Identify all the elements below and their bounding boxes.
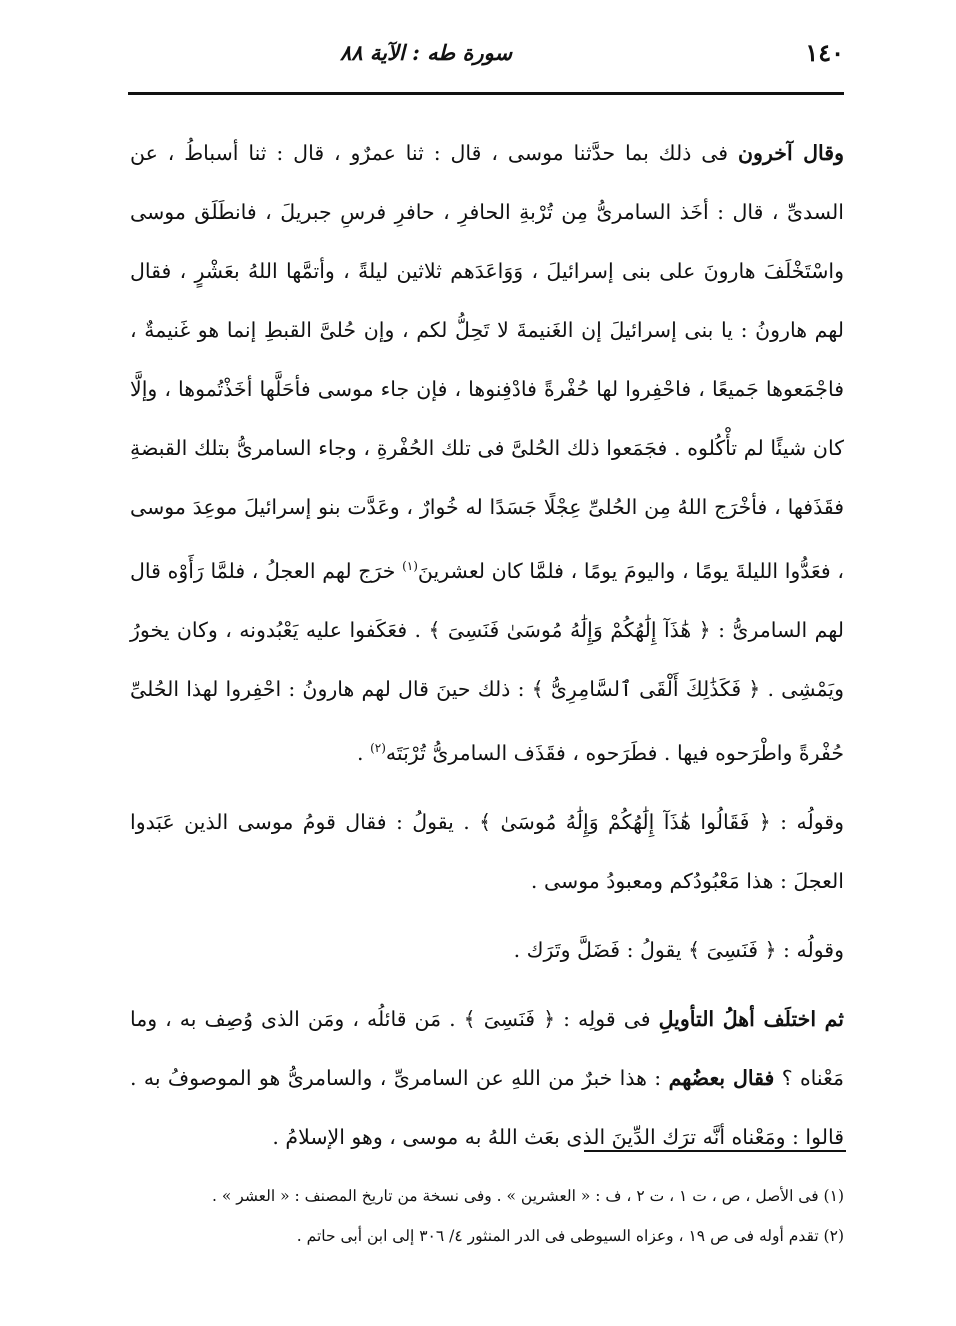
paragraph-1-lead: وقال آخرون bbox=[738, 141, 844, 165]
page-number: ١٤٠ bbox=[805, 38, 844, 67]
paragraph-4-lead-2: فقال بعضُهم bbox=[668, 1065, 775, 1090]
paragraph-1-text-2: خرَج لهم العجلُ ، فلمَّا رَأَوْه قال لهم السامرىُّ : ﴿ هَٰذَآ إِلَٰهُكُمْ وَإِلَٰهُ مُوسَىٰ فَنَسِىَ ﴾ . فعَكَفوا عليه يَعْبُدونه ، وكان يخورُ ويَمْشِى . ﴿ فَكَذَٰلِكَ أَلْقَى ٱلسَّامِرِىُّ ﴾ : ذلك حينَ قال لهم هارونُ : احْفِروا لهذا الحُلىِّ حُفْرةً واطْرَحوه فيها . فطَرَحوه ، فقَذَف السامرىُّ تُرْبَتَه bbox=[130, 558, 844, 765]
paragraph-1 bbox=[130, 124, 844, 783]
footnote-2: (٢) تقدم أوله فى ص ١٩ ، وعزاه السيوطى فى الدر المنثور ٤/ ٣٠٦ إلى ابن أبى حاتم . bbox=[296, 1227, 844, 1245]
paragraph-4-text-2: : هذا خبرٌ من اللهِ عن السامرىِّ ، والسامرىُّ هو الموصوفُ به . قالوا : ومَعْناه أنَّه ترَك الدِّينَ الذى بعَث اللهُ به موسى ، وهو الإسلامُ . bbox=[130, 1065, 844, 1149]
paragraph-1-text: فى ذلك بما حدَّثنا موسى ، قال : ثنا عمرٌو ، قال : ثنا أسباطُ ، عن السدىِّ ، قال : أخَذ السامرىُّ مِن تُرْبةِ الحافرِ ، حافرِ فرسِ جبريلَ ، فانطَلَق موسى واسْتَخْلَفَ هارونَ على بنى إسرائيلَ ، وَوَاعَدَهم ثلاثين ليلةً ، وأتمَّها اللهُ بعَشْرٍ ، فقال لهم هارونُ : يا بنى إسرائيلَ إن الغَنيمةَ لا تَحِلُّ لكم ، وإن حُلىَّ القبطِ إنما هو غَنيمةٌ ، فاجْمَعوها جَميعًا ، فاحْفِروا لها حُفْرةً فادْفِنوها ، فإن جاء موسى فأحَلَّها أخَذْتُموها ، وإلَّا كان شيئًا لم تأْكُلوه . فجَمَعوا ذلك الحُلىَّ فى تلك الحُفْرةِ ، وجاء السامرىُّ بتلك القبضةِ فقَذَفها ، فأخْرَج اللهُ مِن الحُلىِّ عِجْلًا جَسَدًا له خُوارٌ ، وعَدَّت بنو إسرائيلَ موعِدَ موسى ، فعَدُّوا الليلةَ يومًا ، واليومَ يومًا ، فلمَّا كان لعشرينَ bbox=[130, 141, 844, 583]
footnote-1: (١) فى الأصل ، ص ، ت ١ ، ت ٢ ، ف : « العشرين » . وفى نسخة من تاريخ المصنف : « العشر » . bbox=[212, 1187, 844, 1205]
paragraph-1-end: . bbox=[357, 740, 371, 765]
header-rule bbox=[128, 92, 844, 95]
paragraph-4-lead: ثم اختلَف أهلُ التأويلِ bbox=[658, 1006, 845, 1031]
paragraph-4 bbox=[130, 990, 844, 1167]
surah-reference: سورة طه : الآية ٨٨ bbox=[340, 40, 513, 65]
paragraph-2: وقولُه : ﴿ فَقَالُوا هَٰذَآ إِلَٰهُكُمْ وَإِلَٰهُ مُوسَىٰ ﴾ . يقولُ : فقال قومُ موسى الذين عَبَدوا العجلَ : هذا مَعْبُودُكم ومعبودُ موسى . bbox=[130, 809, 844, 893]
running-header bbox=[128, 38, 844, 90]
footnote-separator bbox=[584, 1150, 846, 1152]
footnote-ref-2: (٢) bbox=[370, 740, 386, 755]
paragraph-4-text: فى قولِه : ﴿ فَنَسِىَ ﴾ . مَن قائلُه ، ومَن الذى وُصِف به ، وما مَعْناه ؟ bbox=[130, 1006, 844, 1090]
footnote-ref-1: (١) bbox=[402, 559, 418, 573]
footnotes bbox=[130, 1176, 844, 1256]
paragraph-3: وقولُه : ﴿ فَنَسِىَ ﴾ يقولُ : فَضَلَّ وتَرَك . bbox=[513, 937, 844, 962]
main-text bbox=[130, 124, 844, 1167]
